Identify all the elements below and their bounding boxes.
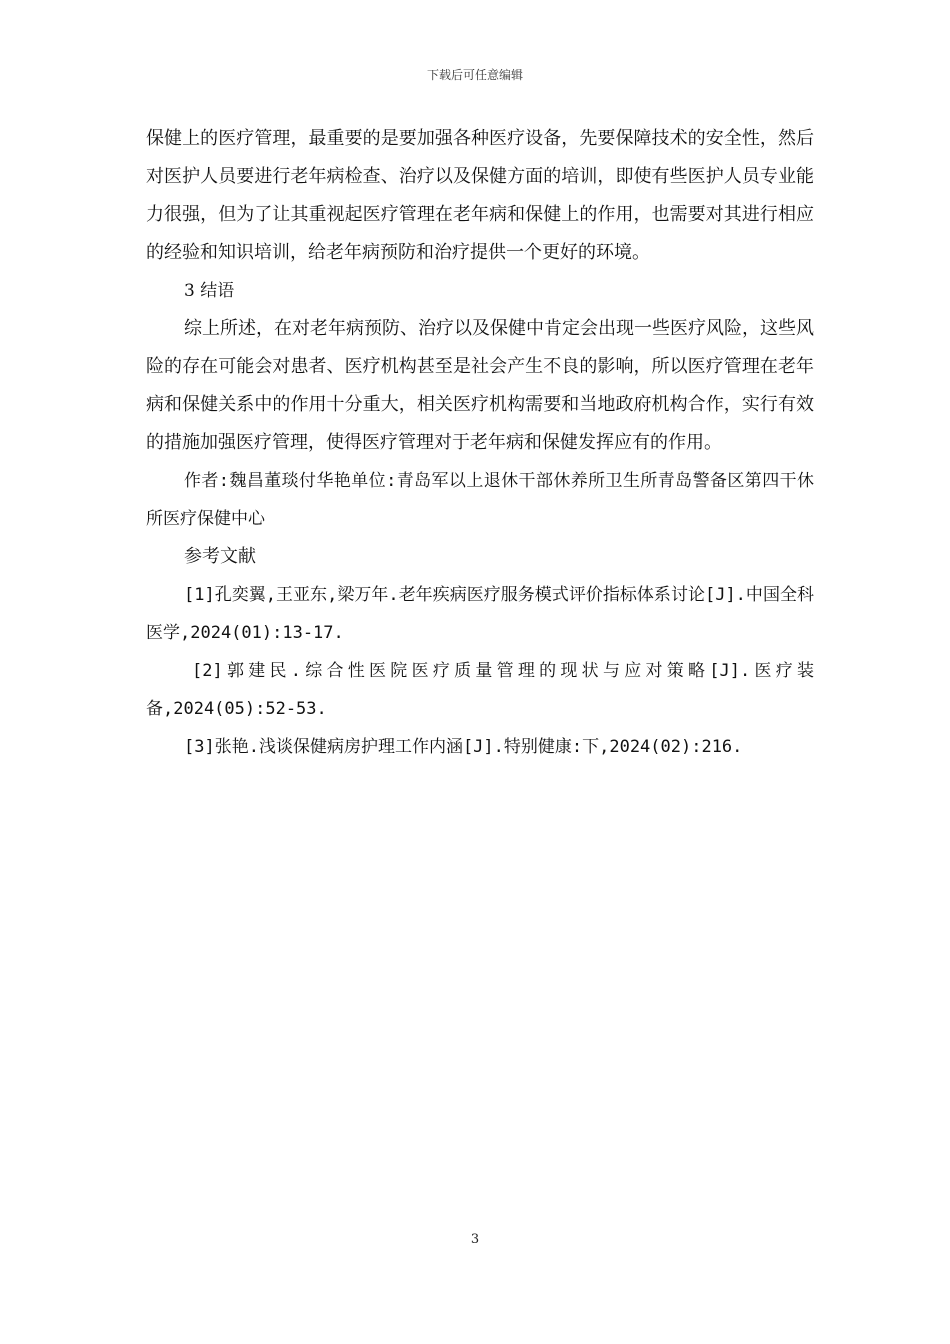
reference-item: [2]郭建民.综合性医院医疗质量管理的现状与应对策略[J].医疗装备,2024(05):52-53. <box>146 661 814 719</box>
references-title: 参考文献 <box>184 546 256 567</box>
paragraph-1: 保健上的医疗管理，最重要的是要加强各种医疗设备，先要保障技术的安全性，然后对医护人员要进行老年病检查、治疗以及保健方面的培训，即使有些医护人员专业能力很强，但为了让其重视起医疗管理在老年病和保健上的作用，也需要对其进行相应的经验和知识培训，给老年病预防和治疗提供一个更好的环境。 <box>146 128 814 263</box>
page-number: 3 <box>470 1232 480 1247</box>
reference-item: [3]张艳.浅谈保健病房护理工作内涵[J].特别健康:下,2024(02):216. <box>184 737 743 757</box>
document-body <box>146 120 814 766</box>
section-heading: 3 结语 <box>184 281 235 301</box>
page-header: 下载后可任意编辑 <box>426 68 523 82</box>
paragraph-2: 综上所述，在对老年病预防、治疗以及保健中肯定会出现一些医疗风险，这些风险的存在可能会对患者、医疗机构甚至是社会产生不良的影响，所以医疗管理在老年病和保健关系中的作用十分重大，相关医疗机构需要和当地政府机构合作，实行有效的措施加强医疗管理，使得医疗管理对于老年病和保健发挥应有的作用。 <box>146 318 814 453</box>
author-line: 作者:魏昌董琰付华艳单位:青岛军以上退休干部休养所卫生所青岛警备区第四干休所医疗保健中心 <box>146 471 814 529</box>
reference-item: [1]孔奕翼,王亚东,梁万年.老年疾病医疗服务模式评价指标体系讨论[J].中国全科医学,2024(01):13-17. <box>146 585 814 643</box>
